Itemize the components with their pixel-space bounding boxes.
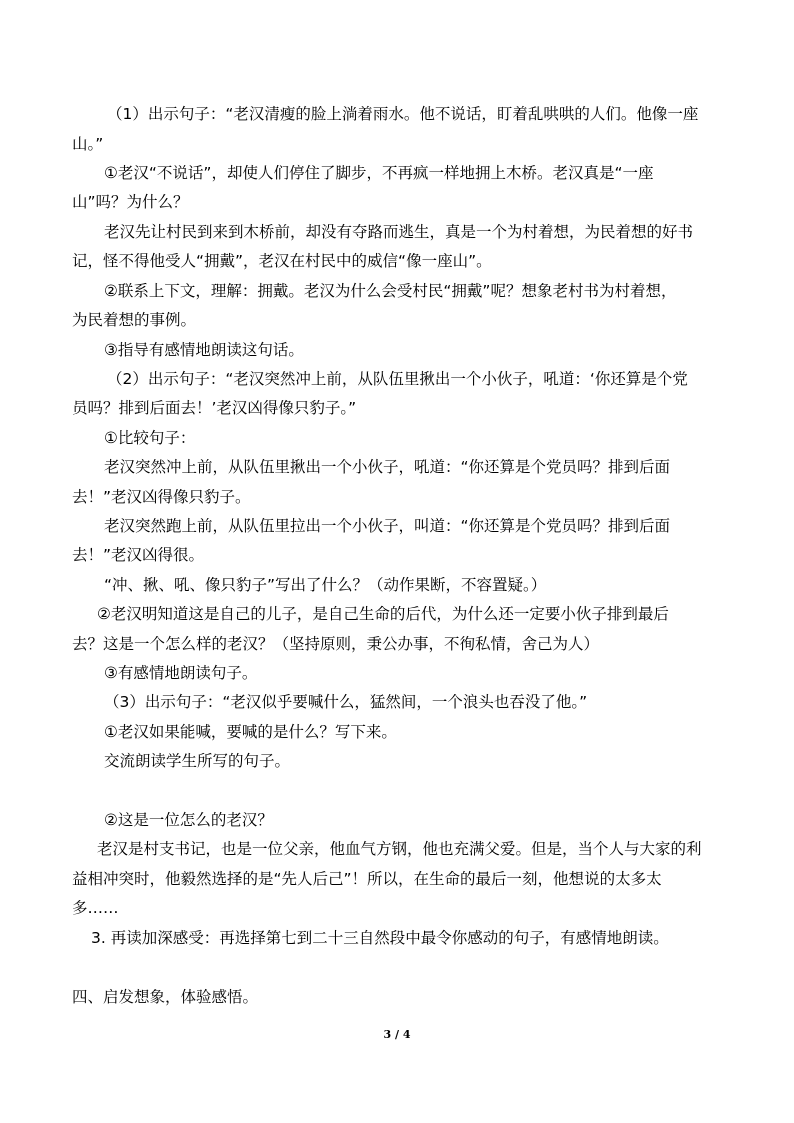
text-line: ②老汉明知道这是自己的儿子，是自己生命的后代，为什么还一定要小伙子排到最后 [97, 605, 669, 623]
text-line: 老汉突然冲上前，从队伍里揪出一个小伙子，吼道：“你还算是个党员吗？排到后面 [104, 458, 671, 476]
text-line: ③指导有感情地朗读这句话。 [104, 341, 304, 359]
text-line: 去！”老汉凶得像只豹子。 [72, 488, 251, 506]
text-line: 为民着想的事例。 [72, 311, 197, 329]
page-number: 3 / 4 [383, 1028, 411, 1041]
text-line: 老汉突然跑上前，从队伍里拉出一个小伙子，叫道：“你还算是个党员吗？排到后面 [104, 517, 671, 535]
text-line: 老汉先让村民到来到木桥前，却没有夺路而逃生，真是一个为村着想，为民着想的好书 [104, 223, 694, 241]
text-line: 去？这是一个怎么样的老汉？（坚持原则，秉公办事，不徇私情，舍己为人） [72, 635, 600, 653]
text-line: 去！”老汉凶得很。 [72, 546, 205, 564]
text-line: ①老汉如果能喊，要喊的是什么？写下来。 [104, 723, 397, 741]
text-line: “冲、揪、吼、像只豹子”写出了什么？（动作果断，不容置疑。） [104, 576, 547, 594]
text-line: ③有感情地朗读句子。 [104, 664, 258, 682]
text-line: ①老汉“不说话”，却使人们停住了脚步，不再疯一样地拥上木桥。老汉真是“一座 [104, 164, 654, 182]
text-line: 老汉是村支书记，也是一位父亲，他血气方钢，他也充满父爱。但是，当个人与大家的利 [97, 840, 702, 858]
text-line: （3）出示句子：“老汉似乎要喊什么，猛然间，一个浪头也吞没了他。” [104, 693, 588, 711]
text-line: ②联系上下文，理解：拥戴。老汉为什么会受村民“拥戴”呢？想象老村书为村着想， [104, 282, 677, 300]
text-line: 山”吗？为什么？ [72, 193, 189, 211]
text-line: 3. 再读加深感受：再选择第七到二十三自然段中最令你感动的句子，有感情地朗读。 [91, 929, 669, 947]
text-line: 益相冲突时，他毅然选择的是“先人后己”！所以，在生命的最后一刻，他想说的太多太 [72, 870, 662, 888]
section-heading: 四、启发想象，体验感悟。 [72, 988, 259, 1006]
text-line: （1）出示句子：“老汉清瘦的脸上淌着雨水。他不说话，盯着乱哄哄的人们。他像一座 [107, 105, 699, 123]
text-line: 员吗？排到后面去！’老汉凶得像只豹子。” [72, 399, 357, 417]
text-line: （2）出示句子：“老汉突然冲上前，从队伍里揪出一个小伙子，吼道：‘你还算是个党 [107, 370, 688, 388]
text-line: 记，怪不得他受人“拥戴”，老汉在村民中的威信“像一座山”。 [72, 252, 492, 270]
text-line: 山。” [72, 135, 104, 153]
text-line: ①比较句子： [104, 429, 196, 447]
text-line: 多…… [72, 899, 119, 917]
text-line: 交流朗读学生所写的句子。 [104, 752, 291, 770]
text-line: ②这是一位怎么的老汉？ [104, 811, 273, 829]
